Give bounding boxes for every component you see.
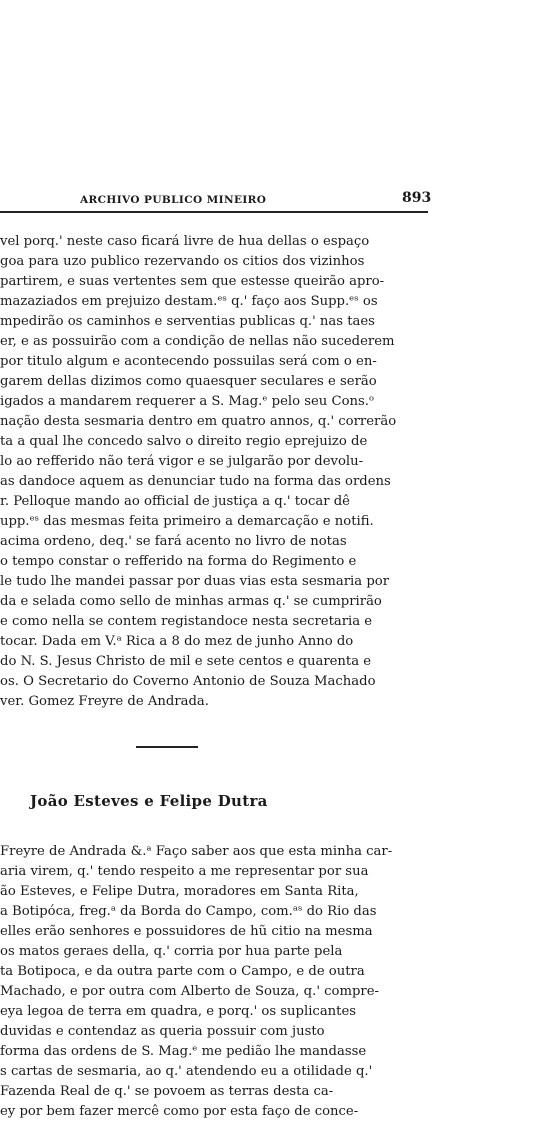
text-line: ta Botipoca, e da outra parte com o Campo, e de outra: [0, 964, 365, 979]
text-line: aria virem, q.' tendo respeito a me representar por sua: [0, 864, 369, 879]
page-header: [0, 190, 432, 212]
text-line: partirem, e suas vertentes sem que estesse queirão apro-: [0, 274, 385, 289]
text-line: tocar. Dada em V.ᵃ Rica a 8 do mez de junho Anno do: [0, 634, 354, 649]
text-line: ão Esteves, e Felipe Dutra, moradores em Santa Rita,: [0, 884, 359, 899]
text-line: a Botipóca, freg.ᵃ da Borda do Campo, com.ᵃˢ do Rio das: [0, 904, 377, 919]
text-line: le tudo lhe mandei passar por duas vias esta sesmaria por: [0, 574, 390, 589]
text-line: forma das ordens de S. Mag.ᵉ me pedião lhe mandasse: [0, 1044, 367, 1059]
text-line: igados a mandarem requerer a S. Mag.ᵉ pelo seu Cons.ᵒ: [0, 394, 375, 409]
text-line: as dandoce aquem as denunciar tudo na forma das ordens: [0, 474, 391, 489]
text-line: mpedirão os caminhos e serventias publicas q.' nas taes: [0, 314, 375, 329]
text-line: da e selada como sello de minhas armas q.' se cumprirão: [0, 594, 382, 609]
text-line: vel porq.' neste caso ficará livre de hua dellas o espaço: [0, 234, 370, 249]
text-line: garem dellas dizimos como quaesquer seculares e serão: [0, 374, 377, 389]
text-line: eya legoa de terra em quadra, e porq.' os suplicantes: [0, 1004, 357, 1019]
text-line: er, e as possuirão com a condição de nellas não sucederem: [0, 334, 395, 349]
text-line: ta a qual lhe concedo salvo o direito regio eprejuizo de: [0, 434, 368, 449]
text-line: elles erão senhores e possuidores de hũ citio na mesma: [0, 924, 373, 939]
text-line: upp.ᵉˢ das mesmas feita primeiro a demarcação e notifi.: [0, 514, 374, 529]
header-rule: [0, 211, 428, 213]
text-line: o tempo constar o refferido na forma do Regimento e: [0, 554, 357, 569]
text-line: ver. Gomez Freyre de Andrada.: [0, 694, 209, 709]
text-line: Freyre de Andrada &.ᵃ Faço saber aos que esta minha car-: [0, 844, 393, 859]
text-line: do N. S. Jesus Christo de mil e sete centos e quarenta e: [0, 654, 372, 669]
text-line: duvidas e contendaz as queria possuir com justo: [0, 1024, 325, 1039]
text-line: acima ordeno, deq.' se fará acento no livro de notas: [0, 534, 347, 549]
text-line: Machado, e por outra com Alberto de Souza, q.' compre-: [0, 984, 379, 999]
text-line: ey por bem fazer mercê como por esta faço de conce-: [0, 1104, 359, 1119]
text-line: por titulo algum e acontecendo possuilas será com o en-: [0, 354, 377, 369]
text-line: lo ao refferido não terá vigor e se julgarão por devolu-: [0, 454, 364, 469]
text-line: os. O Secretario do Coverno Antonio de Souza Machado: [0, 674, 376, 689]
text-line: goa para uzo publico rezervando os citios dos vizinhos: [0, 254, 365, 269]
running-title: ARCHIVO PUBLICO MINEIRO: [80, 194, 267, 206]
text-line: nação desta sesmaria dentro em quatro annos, q.' correrão: [0, 414, 397, 429]
text-line: os matos geraes della, q.' corria por hua parte pela: [0, 944, 343, 959]
text-line: Fazenda Real de q.' se povoem as terras desta ca-: [0, 1084, 334, 1099]
page-number: 893: [402, 190, 432, 206]
text-line: s cartas de sesmaria, ao q.' atendendo eu a otilidade q.': [0, 1064, 373, 1079]
section-title: João Esteves e Felipe Dutra: [30, 792, 268, 810]
text-line: e como nella se contem registandoce nesta secretaria e: [0, 614, 373, 629]
text-line: mazaziados em prejuizo destam.ᵉˢ q.' faço aos Supp.ᵉˢ os: [0, 294, 378, 309]
section-divider: [136, 746, 198, 748]
text-line: r. Pelloque mando ao official de justiça a q.' tocar dê: [0, 494, 350, 509]
